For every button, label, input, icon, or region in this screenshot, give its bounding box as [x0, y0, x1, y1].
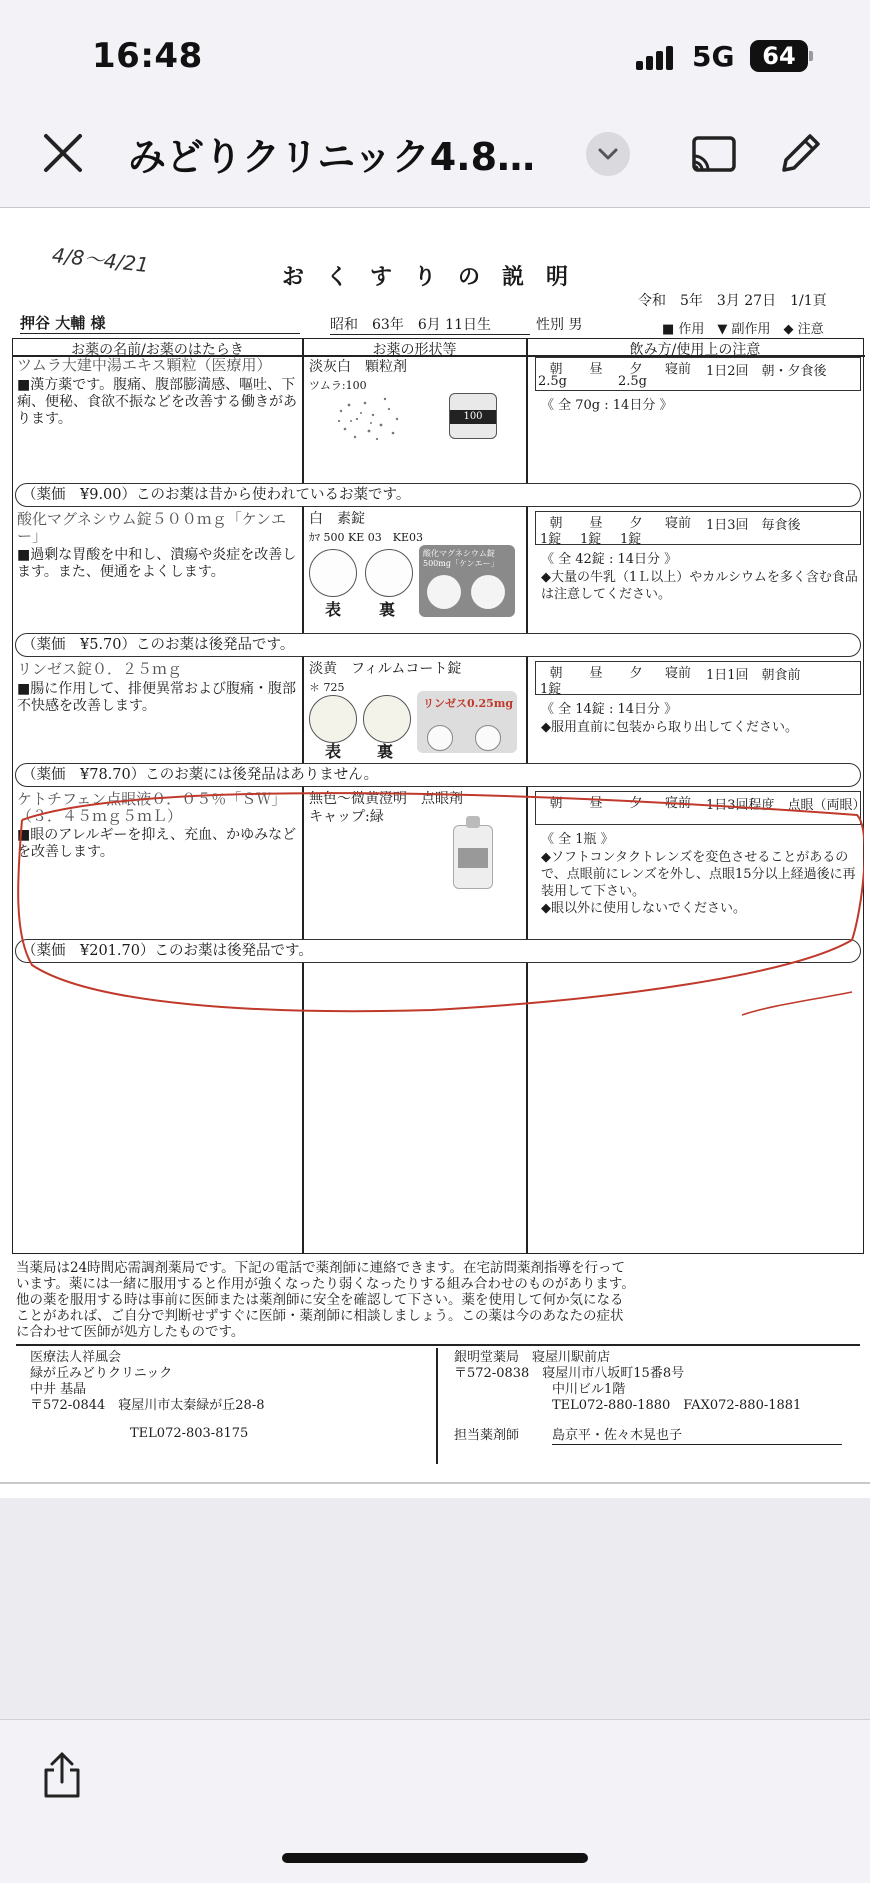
drug-shape: 淡黄 フィルムコート錠 — [309, 661, 462, 677]
pharmacy-name: 銀明堂薬局 寝屋川駅前店 — [454, 1350, 611, 1365]
chevron-down-icon — [586, 132, 630, 176]
drug-shape: 淡灰白 顆粒剤 — [309, 359, 407, 375]
pharmacy-notice: 当薬局は24時間応需調剤薬局です。下記の電話で薬剤師に連絡できます。在宅訪問薬剤指導を行っています。薬には一緒に服用すると作用が強くなったり弱くなったりする組み合わせのものがあります。他の薬を服用する時は事前に医師または薬剤師に安全を確認して下さい。薬を使用して何か気になることがあれば、ご自分で判断せずすぐに医師・薬剤師に相談しましょう。この薬は今のあなたの症状に合わせて医師が処方したものです。 — [16, 1260, 635, 1340]
viewer-background — [0, 1498, 870, 1719]
drug-name: リンゼス錠０．２５ｍｇ — [17, 660, 183, 678]
front-label: 表 — [325, 742, 342, 761]
dose-evening: 1錠 — [620, 532, 642, 547]
status-time: 16:48 — [92, 36, 203, 76]
battery-icon: 64 — [750, 40, 808, 72]
drug-caution: ◆ソフトコンタクトレンズを変色させることがあるので、点眼前にレンズを外し、点眼15分以上経過後に再装用して下さい。 ◆眼以外に使用しないでください。 — [541, 850, 856, 916]
drug-effect: ■過剰な胃酸を中和し、潰瘍や炎症を改善します。また、便通をよくします。 — [17, 547, 297, 580]
package-image: 酸化マグネシウム錠500mg「ケンエー」 — [419, 545, 515, 617]
symbol-legend: ■ 作用 ▼ 副作用 ◆ 注意 — [662, 322, 824, 337]
drug-effect: ■眼のアレルギーを抑え、充血、かゆみなどを改善します。 — [17, 827, 297, 860]
timing-header-morning: 朝 — [549, 666, 563, 681]
dose-total: 《 全 42錠 : 14日分 》 — [541, 552, 678, 567]
issue-date: 令和 5年 3月 27日 1/1頁 — [638, 293, 827, 309]
timing-header-noon: 昼 — [589, 796, 603, 811]
sheet-title: おくすりの説明 — [282, 264, 591, 290]
price-note: （薬価 ¥5.70）このお薬は後発品です。 — [15, 633, 861, 657]
doctor-name: 中井 基晶 — [30, 1382, 87, 1397]
pharmacy-address: 〒572-0838 寝屋川市八坂町15番8号 — [454, 1366, 685, 1381]
timing-header-evening: 夕 — [629, 796, 643, 811]
timing-header-bedtime: 寝前 — [664, 796, 691, 811]
dose-morning: 1錠 — [540, 532, 562, 547]
timing-header-bedtime: 寝前 — [664, 362, 691, 377]
clinic-tel: TEL072-803-8175 — [130, 1426, 249, 1441]
timing-header-bedtime: 寝前 — [664, 516, 691, 531]
cellular-signal-icon — [636, 44, 676, 70]
drug-shape: 無色～微黄澄明 点眼剤 — [309, 791, 463, 807]
drug-code: ｶﾏ 500 KE 03 KE03 — [309, 531, 423, 544]
dose-frequency: 1日2回 朝・夕食後 — [706, 364, 827, 379]
home-indicator[interactable] — [282, 1853, 588, 1863]
timing-header-morning: 朝 — [549, 516, 563, 531]
timing-header-evening: 夕 — [629, 666, 643, 681]
birth-date: 昭和 63年 6月 11日生 — [330, 314, 530, 335]
pharmacy-tel: TEL072-880-1880 FAX072-880-1881 — [552, 1398, 802, 1413]
timing-header-noon: 昼 — [589, 666, 603, 681]
dosage-grid — [535, 661, 861, 695]
drug-shape: 白 素錠 — [309, 511, 365, 527]
front-label: 表 — [325, 600, 342, 619]
drug-name: ツムラ大建中湯エキス顆粒（医療用） — [17, 356, 272, 374]
dose-morning: 1錠 — [540, 682, 562, 697]
tablet-front-image — [309, 695, 357, 743]
share-icon[interactable] — [40, 1750, 84, 1800]
granule-image — [331, 391, 411, 447]
back-label: 裏 — [377, 742, 394, 761]
timing-header-evening: 夕 — [629, 516, 643, 531]
drug-effect: ■漢方薬です。腹痛、腹部膨満感、嘔吐、下痢、便秘、食欲不振などを改善する働きがあります。 — [17, 377, 297, 427]
drug-caution: ◆服用直前に包装から取り出してください。 — [541, 720, 798, 735]
tablet-back-image — [365, 549, 413, 597]
document-title[interactable]: みどりクリニック4.8… — [128, 135, 536, 179]
handwritten-date: 4/8～4/21 — [50, 242, 150, 278]
dose-total: 《 全 14錠 : 14日分 》 — [541, 702, 678, 717]
package-image: 100 — [449, 393, 497, 439]
dose-noon: 1錠 — [580, 532, 602, 547]
drug-code: ツムラ:100 — [309, 379, 367, 392]
pharmacy-building: 中川ビル1階 — [552, 1382, 626, 1397]
dose-morning: 2.5g — [538, 374, 567, 389]
clinic-name: 緑が丘みどりクリニック — [30, 1366, 173, 1381]
patient-sex: 性別 男 — [536, 317, 583, 333]
timing-header-morning: 朝 — [549, 362, 563, 377]
dosage-grid — [535, 357, 861, 391]
pencil-edit-icon[interactable] — [776, 128, 826, 178]
dose-frequency: 1日1回 朝食前 — [706, 668, 801, 683]
handdrawn-annotation — [12, 760, 864, 1040]
dose-frequency: 1日3回 毎食後 — [706, 518, 801, 533]
timing-header-noon: 昼 — [589, 362, 603, 377]
timing-header-morning: 朝 — [549, 796, 563, 811]
status-bar — [0, 0, 870, 110]
col-header-name: お薬の名前/お薬のはたらき — [71, 342, 244, 358]
pharmacist-name: 島京平・佐々木晃也子 — [552, 1428, 842, 1445]
title-menu-button[interactable] — [586, 132, 630, 176]
network-type: 5G — [692, 40, 735, 73]
col-header-usage: 飲み方/使用上の注意 — [629, 342, 761, 358]
medication-info-sheet — [12, 240, 864, 1485]
drug-effect: ■腸に作用して、排便異常および腹痛・腹部不快感を改善します。 — [17, 681, 296, 714]
price-note: （薬価 ¥78.70）このお薬には後発品はありません。 — [15, 763, 861, 787]
close-icon[interactable] — [40, 130, 86, 176]
drug-name: ケトチフェン点眼液０．０５％「ＳＷ」（３．４５ｍｇ５ｍＬ） — [17, 790, 287, 825]
price-note: （薬価 ¥201.70）このお薬は後発品です。 — [15, 939, 861, 963]
drug-name: 酸化マグネシウム錠５００ｍｇ「ケンエー」 — [17, 510, 286, 545]
timing-header-evening: 夕 — [629, 362, 643, 377]
tablet-front-image — [309, 549, 357, 597]
dosage-grid — [535, 511, 861, 545]
patient-name: 押谷 大輔 様 — [20, 312, 300, 334]
screen-cast-icon[interactable] — [690, 134, 738, 176]
drug-code: キャップ:緑 — [309, 809, 384, 825]
clinic-address: 〒572-0844 寝屋川市太秦緑が丘28-8 — [30, 1398, 265, 1413]
package-image: リンゼス0.25mg — [417, 691, 517, 753]
dose-evening: 2.5g — [618, 374, 647, 389]
col-header-shape: お薬の形状等 — [372, 342, 457, 358]
dose-total: 《 全 1瓶 》 — [541, 832, 614, 847]
price-note: （薬価 ¥9.00）このお薬は昔から使われているお薬です。 — [15, 483, 861, 507]
clinic-corp: 医療法人祥風会 — [30, 1350, 122, 1365]
nav-bar — [0, 110, 870, 208]
drug-code: ＊ 725 — [309, 681, 345, 694]
dose-total: 《 全 70g : 14日分 》 — [541, 398, 673, 413]
tablet-back-image — [363, 695, 411, 743]
back-label: 裏 — [379, 600, 396, 619]
dose-frequency: 1日3回程度 点眼（両眼） — [706, 798, 866, 813]
timing-header-noon: 昼 — [589, 516, 603, 531]
drug-caution: ◆大量の牛乳（1Ｌ以上）やカルシウムを多く含む食品は注意してください。 — [541, 570, 858, 602]
pharmacist-label: 担当薬剤師 — [454, 1428, 520, 1443]
timing-header-bedtime: 寝前 — [664, 666, 691, 681]
